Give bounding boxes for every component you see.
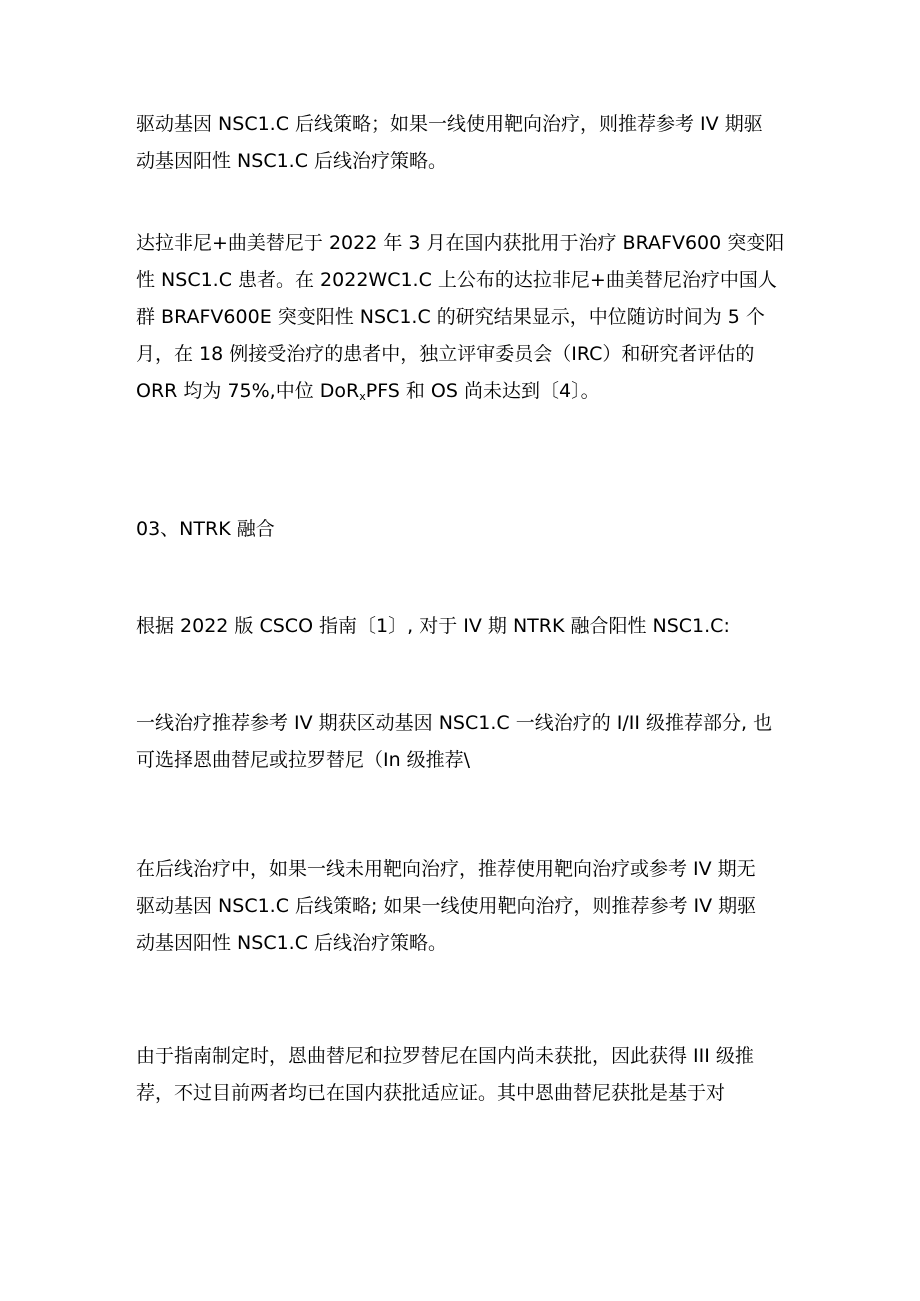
text-line: 由于指南制定时，恩曲替尼和拉罗替尼在国内尚未获批，因此获得 III 级推 [136,1045,754,1067]
heading-line: 03、NTRK 融合 [136,518,275,540]
text-line: 性 NSC1.C 患者。在 2022WC1.C 上公布的达拉非尼+曲美替尼治疗中国人 [136,269,777,291]
paragraph-later-line-treatment [136,851,796,962]
subscript-text: x [359,390,366,403]
paragraph-csco-guideline [136,608,796,645]
text-line: 根据 2022 版 CSCO 指南〔1〕, 对于 IV 期 NTRK 融合阳性 NSC1.C: [136,615,730,637]
text-line: 动基因阳性 NSC1.C 后线治疗策略。 [136,150,448,172]
text-line: 驱动基因 NSC1.C 后线策略; 如果一线使用靶向治疗，则推荐参考 IV 期驱 [136,895,757,917]
paragraph-approval-status [136,1038,796,1112]
text-line: 月，在 18 例接受治疗的患者中，独立评审委员会（IRC）和研究者评估的 [136,343,755,365]
paragraph-first-line-treatment [136,705,796,779]
text-fragment: PFS 和 OS 尚未达到〔4〕。 [365,380,600,402]
paragraph-braf-approval [136,225,796,410]
section-heading-ntrk [136,511,796,548]
text-line: 达拉非尼+曲美替尼于 2022 年 3 月在国内获批用于治疗 BRAFV600 突变阳 [136,232,785,254]
paragraph-later-line-strategy [136,106,796,180]
text-line: 一线治疗推荐参考 IV 期获区动基因 NSC1.C 一线治疗的 I/II 级推荐部分, 也 [136,712,773,734]
text-line: 群 BRAFV600E 突变阳性 NSC1.C 的研究结果显示，中位随访时间为 5 个 [136,306,765,328]
text-line: 荐，不过目前两者均已在国内获批适应证。其中恩曲替尼获批是基于对 [136,1082,726,1104]
text-line: 动基因阳性 NSC1.C 后线治疗策略。 [136,932,448,954]
text-line [136,373,796,410]
text-line: 在后线治疗中，如果一线未用靶向治疗，推荐使用靶向治疗或参考 IV 期无 [136,858,756,880]
text-line: 驱动基因 NSC1.C 后线策略；如果一线使用靶向治疗，则推荐参考 IV 期驱 [136,113,763,135]
text-fragment: ORR 均为 75%,中位 DoR [136,380,360,402]
text-line: 可选择恩曲替尼或拉罗替尼（In 级推荐\ [136,749,471,771]
